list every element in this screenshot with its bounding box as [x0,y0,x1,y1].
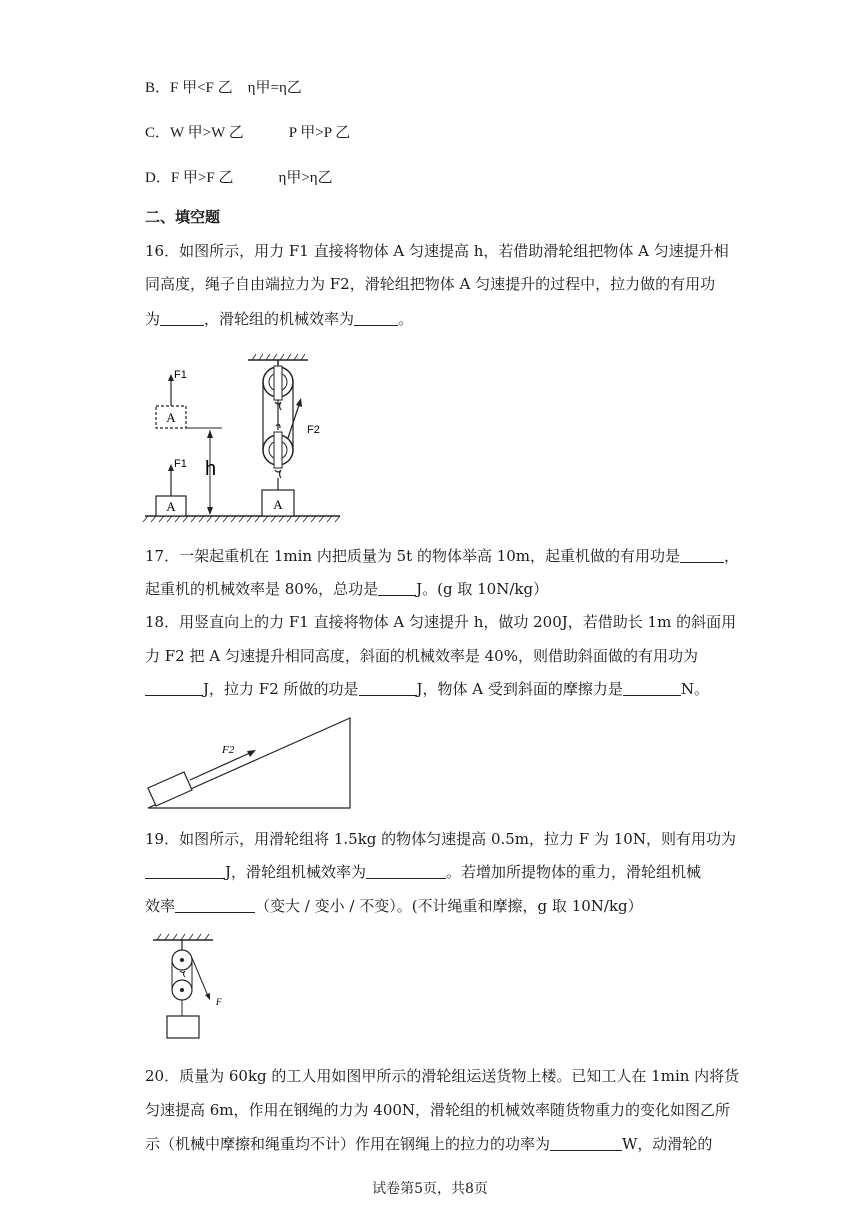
q19-line2 [145,862,701,882]
q20-line1: 20．质量为 60kg 的工人用如图甲所示的滑轮组运送货物上楼。已知工人在 1min 内将货 [145,1067,740,1085]
q18-line3 [145,679,709,699]
q16-text-a: 为 [145,310,161,328]
f2-incline-label: F2 [222,744,235,756]
q20-line2: 匀速提高 6m，作用在钢绳的力为 400N，滑轮组的机械效率随货物重力的变化如图乙所 [145,1101,731,1119]
q16-figure [140,350,350,530]
q17-text-b: ， [724,547,740,565]
box-a-hanging-label: A [273,497,283,512]
q19-line1: 19．如图所示，用滑轮组将 1.5kg 的物体匀速提高 0.5m，拉力 F 为 10N，则有用功为 [145,830,736,848]
q18-line1: 18．用竖直向上的力 F1 直接将物体 A 匀速提升 h，做功 200J，若借助长 1m 的斜面用 [145,613,737,631]
hanging-weight [167,1016,199,1038]
q18-line2: 力 F2 把 A 匀速提升相同高度，斜面的机械效率是 40%，则借助斜面做的有用功为 [145,647,698,665]
h-label: h [205,458,217,480]
q16-blank-2[interactable] [354,311,398,326]
q17-text-c: 起重机的机械效率是 80%，总功是 [145,580,379,598]
q19-text-b: 。若增加所提物体的重力，滑轮组机械 [446,863,702,881]
q19-text-c: 效率 [145,897,176,915]
q18-blank-3[interactable] [623,681,681,696]
q19-blank-2[interactable] [366,864,446,879]
q18-blank-1[interactable] [145,681,203,696]
box-a-label: A [166,499,176,514]
q16-text-b: ，滑轮组的机械效率为 [204,310,355,328]
q18-text-b: J，物体 A 受到斜面的摩擦力是 [416,680,623,698]
q18-figure [140,710,360,815]
q16-line2: 同高度，绳子自由端拉力为 F2，滑轮组把物体 A 匀速提升的过程中，拉力做的有用功 [145,275,716,293]
box-a-lifted-label: A [166,410,176,425]
q16-text-c: 。 [398,310,414,328]
page-footer: 试卷第5页，共8页 [372,1181,488,1197]
q20-text-a: 示（机械中摩擦和绳重均不计）作用在钢绳上的拉力的功率为 [145,1135,551,1153]
q16-line3 [145,309,413,329]
q19-blank-1[interactable] [145,864,225,879]
section-title: 二、填空题 [145,208,221,226]
q17-line1 [145,546,739,566]
q19-figure [145,932,235,1042]
q20-text-b: W，动滑轮的 [622,1135,713,1153]
q17-line2 [145,579,548,599]
q20-blank-1[interactable] [550,1136,622,1151]
q18-text-c: N。 [680,680,710,698]
option-d: D．F 甲>F 乙 η甲>η乙 [145,170,333,186]
q19-blank-3[interactable] [175,898,255,913]
q20-line3 [145,1134,712,1154]
q18-text-a: J，拉力 F2 所做的功是 [203,680,359,698]
q16-line1: 16．如图所示，用力 F1 直接将物体 A 匀速提高 h，若借助滑轮组把物体 A 匀速提升相 [145,242,729,260]
f1-label-lower: F1 [174,458,187,470]
f2-label: F2 [307,424,320,436]
q18-blank-2[interactable] [359,681,417,696]
q16-blank-1[interactable] [160,311,204,326]
q17-text-a: 17．一架起重机在 1min 内把质量为 5t 的物体举高 10m，起重机做的有用功是 [145,547,681,565]
force-f-label: F [216,997,222,1007]
q19-line3 [145,896,643,916]
f1-label-upper: F1 [174,369,187,381]
option-b: B．F 甲<F 乙 η甲=η乙 [145,80,302,96]
option-c: C．W 甲>W 乙 P 甲>P 乙 [145,125,351,141]
q17-blank-1[interactable] [680,548,724,563]
q17-blank-2[interactable] [378,581,416,596]
q19-text-d: （变大 / 变小 / 不变）。(不计绳重和摩擦，g 取 10N/kg） [255,897,643,915]
q17-text-d: J。(g 取 10N/kg） [416,580,549,598]
q19-text-a: J，滑轮组机械效率为 [225,863,367,881]
